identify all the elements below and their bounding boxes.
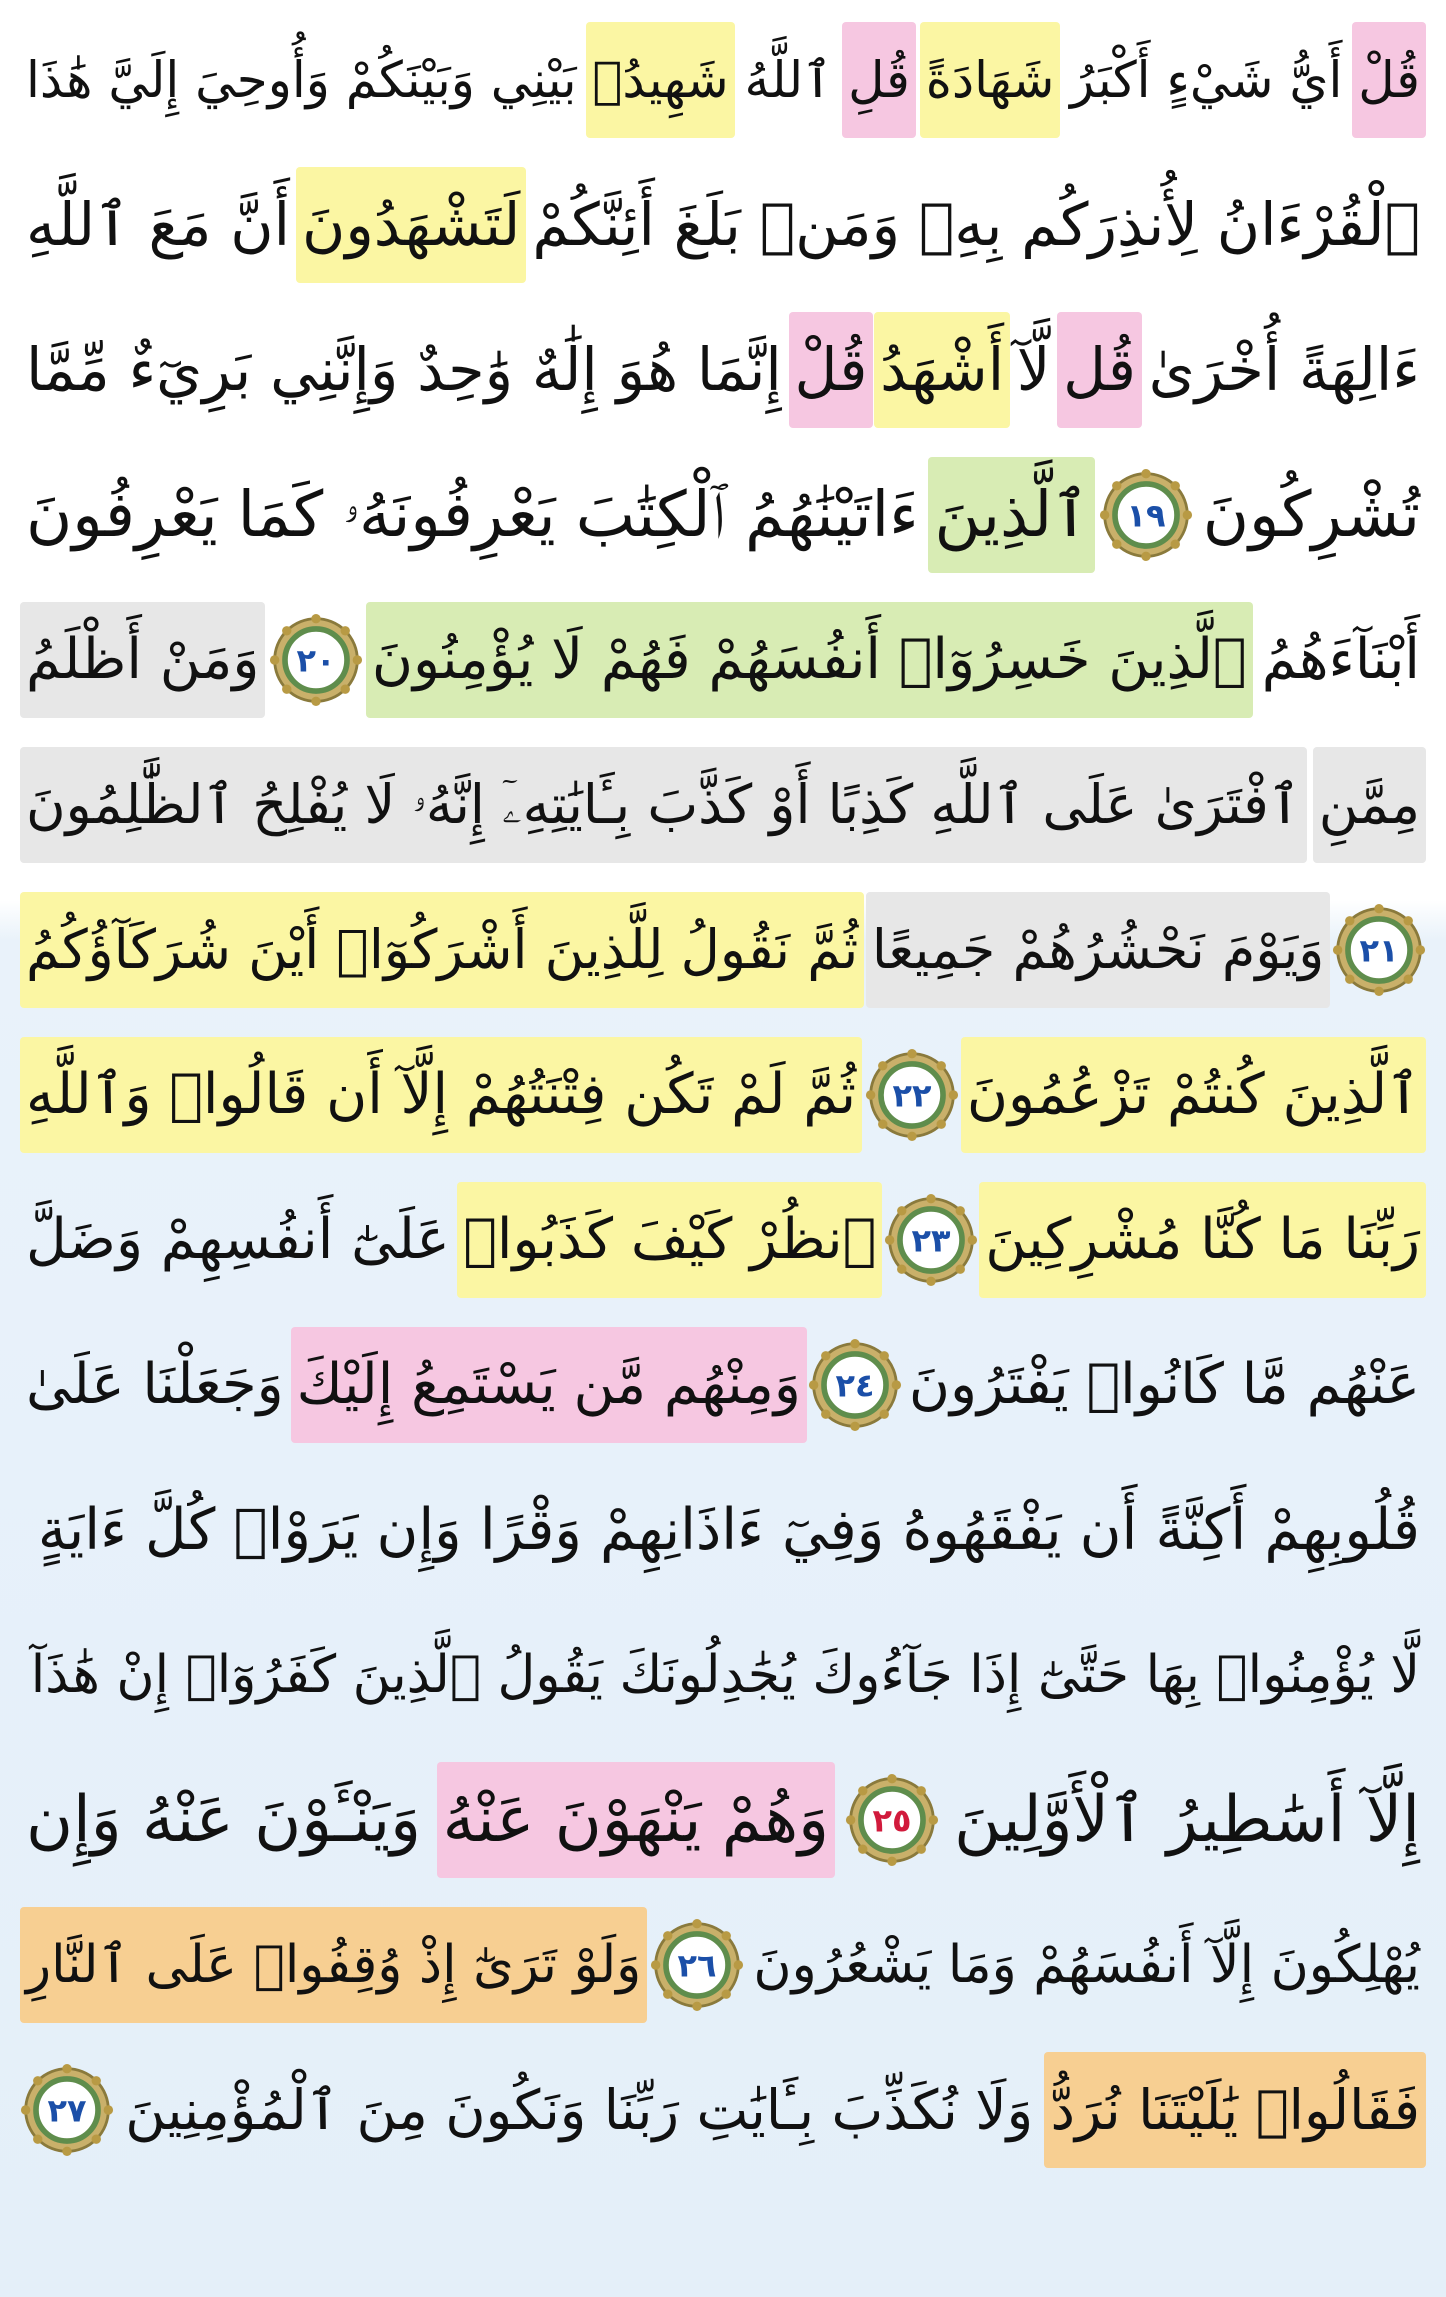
highlighted-phrase: ٱفْتَرَىٰ عَلَى ٱللَّهِ كَذِبًا أَوْ كَذَّبَ بِـَٔايَٰتِهِۦٓ إِنَّهُۥ لَا يُفْلِحُ ٱلظَّٰلِمُونَ — [20, 747, 1307, 863]
highlighted-phrase: مِمَّنِ — [1313, 747, 1426, 863]
verse-text: ءَالِهَةً أُخْرَىٰ — [1148, 335, 1420, 404]
ayah-marker — [865, 1048, 959, 1142]
ayah-marker-petal — [270, 655, 279, 664]
ayah-marker-petal — [92, 2135, 101, 2144]
ayah-marker-petal — [1170, 540, 1179, 549]
ayah-marker-petal — [62, 2064, 71, 2073]
text-line — [20, 453, 1426, 577]
highlighted-phrase: ٱلَّذِينَ كُنتُمْ تَزْعُمُونَ — [961, 1037, 1426, 1153]
text-line — [20, 598, 1426, 722]
highlighted-phrase: وَمِنْهُم مَّن يَسْتَمِعُ إِلَيْكَ — [291, 1327, 807, 1443]
highlighted-phrase: لَتَشْهَدُونَ — [296, 167, 526, 283]
ayah-marker-petal — [1404, 975, 1413, 984]
ayah-marker-petal — [897, 1265, 906, 1274]
ayah-marker-petal — [926, 1277, 935, 1286]
ayah-number: ٢٠ — [296, 641, 336, 680]
ayah-marker-petal — [1345, 975, 1354, 984]
ayah-marker-petal — [916, 1845, 925, 1854]
text-line — [20, 1903, 1426, 2027]
ayah-marker-petal — [1141, 469, 1150, 478]
ayah-marker-petal — [693, 2002, 702, 2011]
ayah-marker-petal — [948, 1090, 957, 1099]
highlighted-phrase: ثُمَّ نَقُولُ لِلَّذِينَ أَشْرَكُوٓا۟ أَيْنَ شُرَكَآؤُكُمُ — [20, 892, 864, 1008]
ayah-marker — [845, 1773, 939, 1867]
text-line — [20, 18, 1426, 142]
verse-text: أَنَّ مَعَ ٱللَّهِ — [26, 190, 290, 259]
ayah-marker-petal — [809, 1380, 818, 1389]
highlighted-phrase: قُلِ — [842, 22, 916, 138]
ayah-marker-petal — [887, 1774, 896, 1783]
ayah-marker-petal — [693, 1919, 702, 1928]
ayah-marker-petal — [1112, 540, 1121, 549]
highlighted-phrase: ٱلَّذِينَ — [928, 457, 1095, 573]
text-line — [20, 308, 1426, 432]
ayah-marker-petal — [850, 1339, 859, 1348]
ayah-marker-petal — [663, 1931, 672, 1940]
ayah-marker-petal — [282, 626, 291, 635]
ayah-marker-petal — [878, 1061, 887, 1070]
ayah-marker-petal — [311, 614, 320, 623]
highlighted-phrase: رَبِّنَا مَا كُنَّا مُشْرِكِينَ — [979, 1182, 1426, 1298]
ayah-number: ٢٦ — [677, 1946, 717, 1985]
ayah-number: ١٩ — [1126, 496, 1166, 535]
verse-text: يُهْلِكُونَ إِلَّآ أَنفُسَهُمْ وَمَا يَشْعُرُونَ — [753, 1935, 1420, 1995]
ayah-marker-petal — [311, 697, 320, 706]
highlighted-phrase: ٱنظُرْ كَيْفَ كَذَبُوا۟ — [457, 1182, 882, 1298]
ayah-marker — [269, 613, 363, 707]
ayah-number: ٢٣ — [911, 1221, 951, 1260]
ayah-marker — [650, 1918, 744, 2012]
verse-text: عَنْهُم مَّا كَانُوا۟ يَفْتَرُونَ — [908, 1352, 1420, 1417]
ayah-marker-petal — [955, 1265, 964, 1274]
verse-text: لَّا يُؤْمِنُوا۟ بِهَا حَتَّىٰٓ إِذَا جَآءُوكَ يُجَٰدِلُونَكَ يَقُولُ ٱلَّذِينَ كَفَرُوٓا۟ إِنْ هَٰذَآ — [30, 1645, 1420, 1705]
text-line — [20, 1178, 1426, 1302]
ayah-marker-petal — [92, 2076, 101, 2085]
ayah-marker-petal — [340, 685, 349, 694]
ayah-marker-petal — [1374, 987, 1383, 996]
ayah-marker-petal — [821, 1410, 830, 1419]
ayah-marker-petal — [928, 1815, 937, 1824]
ayah-number: ٢٧ — [47, 2091, 87, 2130]
highlighted-phrase: فَقَالُوا۟ يَٰلَيْتَنَا نُرَدُّ — [1044, 2052, 1426, 2168]
ayah-marker-petal — [104, 2105, 113, 2114]
ayah-marker-petal — [62, 2147, 71, 2156]
ayah-marker-petal — [897, 1206, 906, 1215]
verse-text: بَيْنِي وَبَيْنَكُمْ وَأُوحِيَ إِلَيَّ هَٰذَا — [26, 51, 577, 109]
verse-text: ٱللَّهُ — [744, 51, 833, 109]
ayah-number: ٢٥ — [872, 1801, 912, 1840]
verse-text: أَيُّ شَيْءٍ أَكْبَرُ — [1070, 51, 1343, 109]
text-line — [20, 1033, 1426, 1157]
text-line — [20, 1468, 1426, 1592]
verse-text: إِلَّآ أَسَٰطِيرُ ٱلْأَوَّلِينَ — [954, 1783, 1420, 1857]
ayah-marker-petal — [887, 1857, 896, 1866]
ayah-marker-petal — [907, 1132, 916, 1141]
ayah-marker-petal — [352, 655, 361, 664]
text-line — [20, 888, 1426, 1012]
ayah-marker-petal — [340, 626, 349, 635]
ayah-marker-petal — [879, 1351, 888, 1360]
highlighted-phrase: وَيَوْمَ نَحْشُرُهُمْ جَمِيعًا — [866, 892, 1330, 1008]
verse-text: ءَاتَيْنَٰهُمُ ٱلْكِتَٰبَ يَعْرِفُونَهُۥ كَمَا يَعْرِفُونَ — [26, 478, 919, 551]
highlighted-phrase: شَهِيدُۢ — [586, 22, 734, 138]
ayah-marker-petal — [885, 1235, 894, 1244]
text-line — [20, 163, 1426, 287]
verse-text: إِنَّمَا هُوَ إِلَٰهٌ وَٰحِدٌ وَإِنَّنِي بَرِيٓءٌ مِّمَّا — [26, 335, 782, 404]
text-line — [20, 1323, 1426, 1447]
highlighted-phrase: وَلَوْ تَرَىٰٓ إِذْ وُقِفُوا۟ عَلَى ٱلنَّارِ — [20, 1907, 647, 2023]
ayah-marker-petal — [936, 1061, 945, 1070]
text-line — [20, 1758, 1426, 1882]
ayah-marker-petal — [1404, 916, 1413, 925]
highlighted-phrase: قُلْ — [1352, 22, 1426, 138]
ayah-marker-petal — [879, 1410, 888, 1419]
verse-text: عَلَىٰٓ أَنفُسِهِمْ وَضَلَّ — [26, 1207, 450, 1272]
verse-text: وَلَا نُكَذِّبَ بِـَٔايَٰتِ رَبِّنَا وَنَكُونَ مِنَ ٱلْمُؤْمِنِينَ — [125, 2078, 1034, 2142]
ayah-marker-petal — [850, 1422, 859, 1431]
highlighted-phrase: قُل — [1057, 312, 1142, 428]
text-line — [20, 2048, 1426, 2172]
ayah-marker-petal — [858, 1786, 867, 1795]
verse-text: تُشْرِكُونَ — [1202, 478, 1420, 551]
ayah-marker-petal — [955, 1206, 964, 1215]
verse-text: وَجَعَلْنَا عَلَىٰ — [26, 1352, 284, 1417]
ayah-marker — [20, 2063, 114, 2157]
ayah-number: ٢٢ — [891, 1076, 932, 1115]
ayah-marker-petal — [21, 2105, 30, 2114]
text-line — [20, 743, 1426, 867]
ayah-marker-petal — [916, 1786, 925, 1795]
ayah-marker-petal — [33, 2076, 42, 2085]
ayah-marker-petal — [967, 1235, 976, 1244]
ayah-marker-petal — [1416, 945, 1425, 954]
ayah-marker-petal — [865, 1090, 874, 1099]
ayah-marker-petal — [1374, 904, 1383, 913]
ayah-marker-petal — [722, 1990, 731, 1999]
ayah-marker-petal — [33, 2135, 42, 2144]
ayah-marker-petal — [936, 1120, 945, 1129]
text-line — [20, 1613, 1426, 1737]
ayah-marker-petal — [282, 685, 291, 694]
ayah-marker-petal — [878, 1120, 887, 1129]
ayah-marker-petal — [663, 1990, 672, 1999]
ayah-marker-petal — [845, 1815, 854, 1824]
ayah-marker-petal — [1112, 481, 1121, 490]
ayah-marker-petal — [907, 1049, 916, 1058]
ayah-marker-petal — [1141, 552, 1150, 561]
ayah-marker-petal — [1100, 510, 1109, 519]
ayah-marker-petal — [1170, 481, 1179, 490]
ayah-marker-petal — [1333, 945, 1342, 954]
highlighted-phrase: ٱلَّذِينَ خَسِرُوٓا۟ أَنفُسَهُمْ فَهُمْ لَا يُؤْمِنُونَ — [366, 602, 1253, 718]
highlighted-phrase: وَمَنْ أَظْلَمُ — [20, 602, 265, 718]
verse-text: قُلُوبِهِمْ أَكِنَّةً أَن يَفْقَهُوهُ وَفِيٓ ءَاذَانِهِمْ وَقْرًا وَإِن يَرَوْا۟ كُلَّ ءَايَةٍ — [37, 1497, 1420, 1563]
ayah-number: ٢١ — [1359, 931, 1399, 970]
ayah-marker — [1332, 903, 1426, 997]
ayah-marker — [1099, 468, 1193, 562]
verse-text: ٱلْقُرْءَانُ لِأُنذِرَكُم بِهِۦ وَمَنۢ بَلَغَ أَئِنَّكُمْ — [532, 190, 1420, 259]
highlighted-phrase: قُلْ — [789, 312, 874, 428]
verse-text: وَيَنْـَٔوْنَ عَنْهُ وَإِن — [26, 1783, 422, 1857]
ayah-marker-petal — [734, 1960, 743, 1969]
ayah-marker-petal — [651, 1960, 660, 1969]
highlighted-phrase: ثُمَّ لَمْ تَكُن فِتْنَتُهُمْ إِلَّآ أَن قَالُوا۟ وَٱللَّهِ — [20, 1037, 862, 1153]
ayah-marker-petal — [722, 1931, 731, 1940]
highlighted-phrase: وَهُمْ يَنْهَوْنَ عَنْهُ — [437, 1762, 835, 1878]
ayah-marker-petal — [1345, 916, 1354, 925]
highlighted-phrase: شَهَادَةً — [920, 22, 1061, 138]
ayah-marker — [808, 1338, 902, 1432]
verse-text: لَّآ — [1016, 335, 1051, 404]
verse-text: أَبْنَآءَهُمُ — [1261, 627, 1420, 692]
ayah-marker-petal — [821, 1351, 830, 1360]
ayah-marker-petal — [926, 1194, 935, 1203]
highlighted-phrase: أَشْهَدُ — [874, 312, 1010, 428]
ayah-number: ٢٤ — [835, 1366, 875, 1405]
ayah-marker-petal — [858, 1845, 867, 1854]
ayah-marker-petal — [1183, 510, 1192, 519]
ayah-marker-petal — [892, 1380, 901, 1389]
ayah-marker — [884, 1193, 978, 1287]
